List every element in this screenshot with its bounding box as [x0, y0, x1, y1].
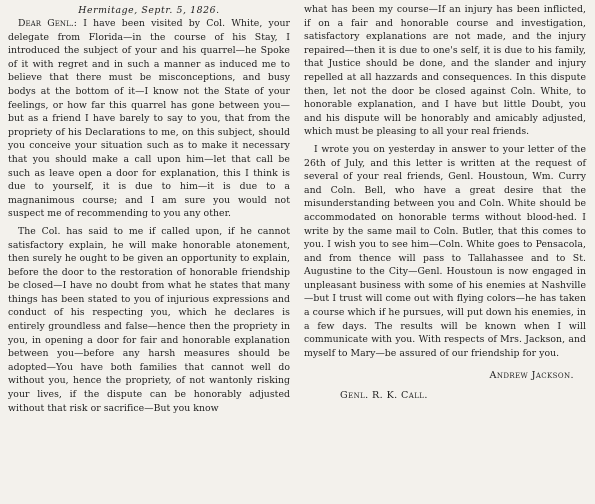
column-right: [304, 3, 586, 415]
paragraph-2-text: The Col. has said to me if called upon, if he cannot satisfactory explain, he will make honorable atonement, then surely he ought to be given an opportunity to explain, before the door to the restoration of honorable friendship be closed—I have no doubt from what he states that many things has been stated to you of injurious expressions and conduct of his respecting you, which he declares is entirely groundless and false—hence then the propriety in you, in opening a door for fair and honorable explanation between you—before any harsh measures should be adopted—You have both families that cannot well do without you, hence the propriety, of not wantonly risking your lives, if the dispute can be honorably adjusted without that risk or sacrifice—But you know: [8, 225, 290, 414]
addressee: Genl. R. K. Call.: [340, 390, 428, 402]
dateline: Hermitage, Septr. 5, 1826.: [78, 5, 220, 16]
salutation: Dear Genl.:: [18, 18, 77, 29]
paragraph-1: [8, 17, 290, 221]
two-column-layout: [8, 3, 587, 415]
paragraph-2-continued: [304, 3, 586, 139]
paragraph-1-text: I have been visited by Col. White, your delegate from Florida—in the course of his Stay, I introduced the subject of your and his quarrel—he Spoke of it with regret and in such a manner as induced me to believe that there must be misconceptions, and busy bodys at the bottom of it—I know not the State of your feelings, or how far this quarrel has gone between you—but as a friend I have barely to say to you, that from the propriety of his Declarations to me, on this subject, should you conceive your situation such as to make it necessary that you should make a call upon him—let that call be such as leave open a door for explanation, this I think is due to yourself, it is due to him—it is due to a magnanimous course; and I am sure you would not suspect me of recommending to you any other.: [8, 18, 291, 220]
column-left: [8, 3, 290, 415]
paragraph-2-continued-text: what has been my course—If an injury has been inflicted, if on a fair and honorable course and investigation, satisfactory explanations are not made, and the injury repaired—then it is due to one's self, it is due to his family, that Justice should be done, and the slander and injury repelled at all hazzards and consequences. In this dispute then, let not the door be closed against Coln. White, to honorable explanation, and I have but little Doubt, you and his dispute will be honorably and amicably adjusted, which must be pleasing to all your real friends.: [304, 4, 586, 138]
paragraph-3: [304, 143, 586, 361]
paragraph-2: [8, 225, 290, 415]
paragraph-3-text: I wrote you on yesterday in answer to your letter of the 26th of July, and this letter is written at the request of several of your real friends, Genl. Houstoun, Wm. Curry and Coln. Bell, who have a great desire that the misunderstanding between you and Coln. White should be accommodated on honorable terms without blood-hed. I write by the same mail to Coln. Butler, that this comes to you. I wish you to see him—Coln. White goes to Pensacola, and from thence will pass to Tallahassee and to St. Augustine to the City—Genl. Houstoun is now engaged in unpleasant business with some of his enemies at Nashville—but I trust will come out with flying colors—he has taken a course which if he pursues, will put down his enemies, in a few days. The results will be known when I will communicate with you. With respects of Mrs. Jackson, and myself to Mary—be assured of our friendship for you.: [304, 143, 586, 359]
signature: Andrew Jackson.: [489, 370, 574, 382]
